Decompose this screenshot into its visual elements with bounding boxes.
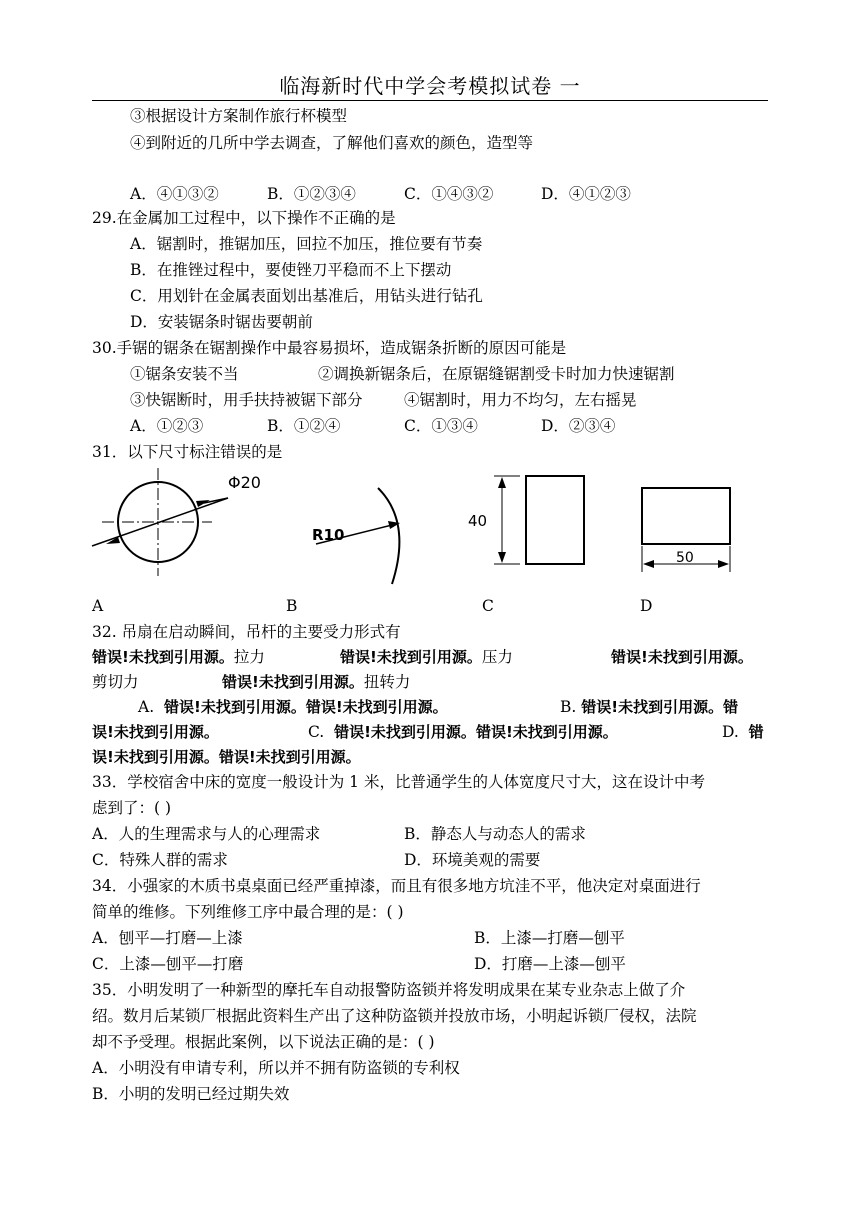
q32-line-2 xyxy=(222,672,410,692)
q30-option-c: C．①③④ xyxy=(404,417,478,435)
q31-figure-a xyxy=(88,466,268,586)
q32-error-text: 错误!未找到引用源。 xyxy=(611,648,753,666)
q32-option-d xyxy=(722,722,764,742)
q35-option-b: B．小明的发明已经过期失效 xyxy=(92,1085,290,1103)
q30-option-b: B．①②④ xyxy=(267,417,341,435)
q31-stem: 31．以下尺寸标注错误的是 xyxy=(92,443,283,461)
q30-item-4: ④锯割时，用力不均匀，左右摇晃 xyxy=(404,391,637,409)
q35-stem-2: 绍。数月后某锁厂根据此资料生产出了这种防盗锁并投放市场，小明起诉锁厂侵权，法院 xyxy=(92,1007,697,1025)
q32-line-1 xyxy=(92,647,265,667)
q31-choice-b: B xyxy=(286,597,298,615)
q32-error-tail: 误!未找到引用源。 xyxy=(92,748,219,766)
q31-choice-d: D xyxy=(640,597,653,615)
q32-option-a xyxy=(138,697,448,717)
q35-stem-1: 35．小明发明了一种新型的摩托车自动报警防盗锁并将发明成果在某专业杂志上做了介 xyxy=(92,981,686,999)
q32-error-text: 错误!未找到引用源。 xyxy=(218,748,361,766)
q34-option-a: A．刨平—打磨—上漆 xyxy=(92,929,243,947)
q31-figure-b xyxy=(300,480,430,590)
q30-item-2: ②调换新锯条后，在原锯缝锯割受卡时加力快速锯割 xyxy=(318,365,675,383)
q30-option-d: D．②③④ xyxy=(541,417,616,435)
q32-error-text: 错误!未找到引用源。 xyxy=(581,698,724,716)
q29-option-a: A．锯割时，推锯加压，回拉不加压，推位要有节奏 xyxy=(130,235,483,253)
q30-stem: 30.手锯的锯条在锯割操作中最容易损坏，造成锯条折断的原因可能是 xyxy=(92,339,567,357)
q31-fig-a-label: Φ20 xyxy=(228,473,261,492)
q34-stem-1: 34．小强家的木质书桌桌面已经严重掉漆，而且有很多地方坑洼不平，他决定对桌面进行 xyxy=(92,877,701,895)
prev-item-3: ③根据设计方案制作旅行杯模型 xyxy=(130,107,348,125)
q31-fig-d-label: 50 xyxy=(676,550,694,566)
q32-error-text: 错误!未找到引用源。 xyxy=(340,648,482,666)
q33-stem-1: 33．学校宿舍中床的宽度一般设计为 1 米，比普通学生的人体宽度尺寸大，这在设计中考 xyxy=(92,773,705,791)
q34-stem-2: 简单的维修。下列维修工序中最合理的是：( ) xyxy=(92,903,404,921)
prev-option-b: B．①②③④ xyxy=(267,185,356,203)
q32-word-compression: 压力 xyxy=(481,648,513,666)
q33-option-a: A．人的生理需求与人的心理需求 xyxy=(92,825,321,843)
q32-line-4 xyxy=(92,722,219,742)
page-title: 临海新时代中学会考模拟试卷 一 xyxy=(279,74,581,98)
q32-line-1b xyxy=(340,647,513,667)
q34-option-d: D．打磨—上漆—刨平 xyxy=(474,955,626,973)
q32-error-text: 错误!未找到引用源。 xyxy=(163,698,306,716)
q31-fig-b-label: R10 xyxy=(312,526,345,544)
q32-error-head: 错 xyxy=(748,723,764,741)
q32-option-a-letter: A. xyxy=(138,698,155,716)
q32-error-tail: 误!未找到引用源。 xyxy=(92,723,219,741)
q29-stem: 29.在金属加工过程中，以下操作不正确的是 xyxy=(92,209,396,227)
prev-option-c: C．①④③② xyxy=(404,185,494,203)
q35-option-a: A．小明没有申请专利，所以并不拥有防盗锁的专利权 xyxy=(92,1059,460,1077)
q30-option-a: A．①②③ xyxy=(130,417,204,435)
prev-item-4: ④到附近的几所中学去调查，了解他们喜欢的颜色，造型等 xyxy=(130,134,534,152)
q35-stem-3: 却不予受理。根据此案例，以下说法正确的是：( ) xyxy=(92,1033,435,1051)
q31-fig-c-label: 40 xyxy=(468,512,488,530)
q32-option-c xyxy=(308,722,618,742)
q32-option-b xyxy=(560,697,738,717)
prev-option-d: D．④①②③ xyxy=(541,185,631,203)
q32-error-text: 错误!未找到引用源。 xyxy=(305,698,448,716)
q32-option-d-letter: D. xyxy=(722,723,739,741)
q31-choice-a: A xyxy=(92,597,104,615)
q33-option-d: D．环境美观的需要 xyxy=(404,851,541,869)
q32-error-head: 错 xyxy=(723,698,739,716)
q33-stem-2: 虑到了：( ) xyxy=(92,799,172,817)
q32-option-b-letter: B. xyxy=(560,698,577,716)
q32-word-tension: 拉力 xyxy=(233,648,265,666)
q29-option-c: C．用划针在金属表面划出基准后，用钻头进行钻孔 xyxy=(130,287,483,305)
q29-option-b: B．在推锉过程中，要使锉刀平稳而不上下摆动 xyxy=(130,261,452,279)
page-header xyxy=(92,70,768,101)
q32-error-text: 错误!未找到引用源。 xyxy=(334,723,476,741)
q32-error-text: 错误!未找到引用源。 xyxy=(475,723,618,741)
q34-option-c: C．上漆—刨平—打磨 xyxy=(92,955,244,973)
q32-option-c-letter: C. xyxy=(308,723,325,741)
q33-option-b: B．静态人与动态人的需求 xyxy=(404,825,586,843)
q32-word-torsion: 扭转力 xyxy=(363,673,411,691)
q30-item-1: ①锯条安装不当 xyxy=(130,365,239,383)
q31-figure-d xyxy=(636,482,736,572)
q32-word-shear: 剪切力 xyxy=(92,673,139,691)
q32-error-text: 错误!未找到引用源。 xyxy=(222,673,364,691)
q32-error-text: 错误!未找到引用源。 xyxy=(92,648,234,666)
prev-option-a: A．④①③② xyxy=(130,185,219,203)
q34-option-b: B．上漆—打磨—刨平 xyxy=(474,929,625,947)
q32-line-1c xyxy=(611,647,753,667)
q32-stem: 32. 吊扇在启动瞬间，吊杆的主要受力形式有 xyxy=(92,623,401,641)
q29-option-d: D．安装锯条时锯齿要朝前 xyxy=(130,313,313,331)
q33-option-c: C．特殊人群的需求 xyxy=(92,851,228,869)
q31-choice-c: C xyxy=(482,597,494,615)
q30-item-3: ③快锯断时，用手扶持被锯下部分 xyxy=(130,391,363,409)
q32-line-5 xyxy=(92,747,361,767)
q31-figure-c xyxy=(460,472,600,572)
